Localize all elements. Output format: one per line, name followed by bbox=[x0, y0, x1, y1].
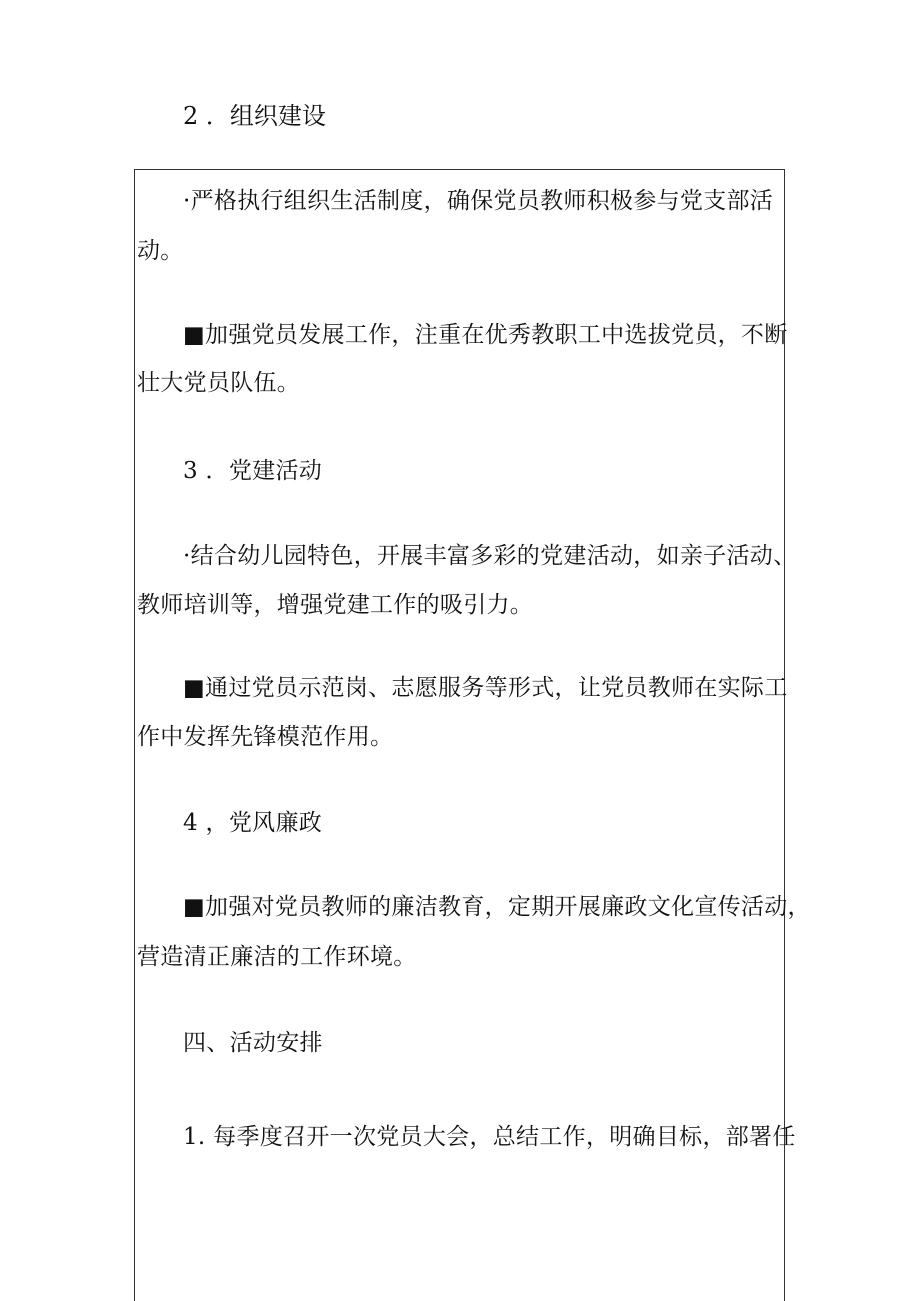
paragraph-line: 壮大党员队伍。 bbox=[137, 370, 301, 396]
paragraph-line: ■通过党员示范岗、志愿服务等形式，让党员教师在实际工 bbox=[183, 675, 788, 701]
section-heading-organization: 2 ．组织建设 bbox=[183, 102, 326, 130]
content-box bbox=[134, 169, 811, 1301]
paragraph-line: ·结合幼儿园特色，开展丰富多彩的党建活动，如亲子活动、 bbox=[183, 543, 797, 569]
paragraph-line: ■加强对党员教师的廉洁教育，定期开展廉政文化宣传活动， bbox=[183, 894, 811, 920]
paragraph-line: 教师培训等，增强党建工作的吸引力。 bbox=[137, 592, 534, 618]
section-heading-activity-arrangement: 四、活动安排 bbox=[183, 1030, 323, 1056]
section-heading-integrity: 4 ，党风廉政 bbox=[183, 810, 323, 836]
paragraph-line: 1. 每季度召开一次党员大会，总结工作，明确目标，部署任 bbox=[183, 1124, 796, 1150]
paragraph-line: 动。 bbox=[137, 238, 184, 264]
paragraph-line: 营造清正廉洁的工作环境。 bbox=[137, 944, 417, 970]
paragraph-line: ·严格执行组织生活制度，确保党员教师积极参与党支部活 bbox=[183, 188, 774, 214]
paragraph-line: 作中发挥先锋模范作用。 bbox=[137, 724, 394, 750]
section-heading-party-activities: 3 ．党建活动 bbox=[183, 458, 323, 484]
paragraph-line: ■加强党员发展工作，注重在优秀教职工中选拔党员，不断 bbox=[183, 322, 788, 348]
